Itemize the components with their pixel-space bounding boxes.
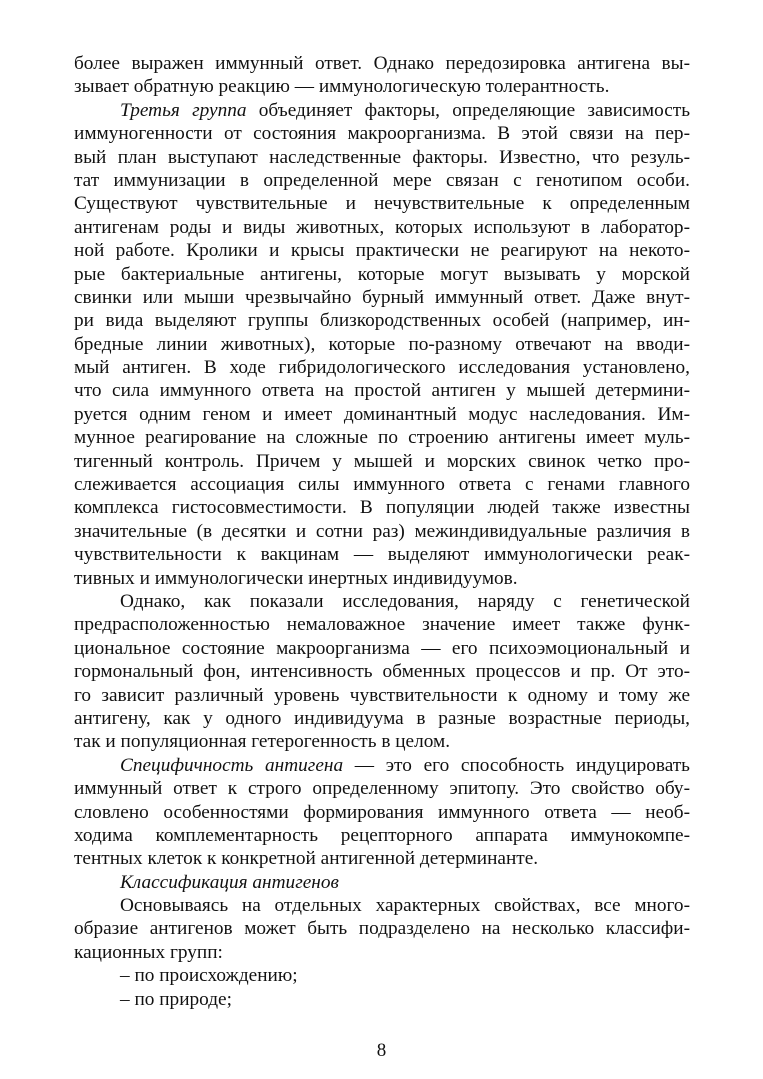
text-line bbox=[74, 894, 690, 917]
line-text: – по происхождению; bbox=[120, 965, 298, 987]
line-text: тат иммунизации в определенной мере связан с генотипом особи. bbox=[74, 169, 690, 191]
line-text: чувствительности к вакцинам — выделяют иммунологически реак- bbox=[74, 544, 690, 566]
line-text: Основываясь на отдельных характерных свойствах, все много- bbox=[120, 895, 690, 917]
line-text: Однако, как показали исследования, наряду с генетической bbox=[120, 590, 690, 612]
line-text: антигенам роды и виды животных, которых используют в лаборатор- bbox=[74, 216, 690, 238]
line-text: иммуногенности от состояния макроорганизма. В этой связи на пер- bbox=[74, 123, 690, 145]
line-text: ходима комплементарность рецепторного аппарата иммунокомпе- bbox=[74, 824, 690, 846]
line-text: руется одним геном и имеет доминантный модус наследования. Им- bbox=[74, 403, 690, 425]
text-line bbox=[74, 941, 690, 964]
line-text: слеживается ассоциация силы иммунного ответа с генами главного bbox=[74, 474, 690, 496]
text-line bbox=[74, 520, 690, 543]
text-line bbox=[74, 964, 690, 987]
text-line bbox=[74, 754, 690, 777]
line-text: более выражен иммунный ответ. Однако передозировка антигена вы- bbox=[74, 53, 690, 74]
line-text: ри вида выделяют группы близкородственных особей (например, ин- bbox=[74, 310, 690, 332]
text-line bbox=[74, 496, 690, 519]
line-text: комплекса гистосовместимости. В популяции людей также известны bbox=[74, 497, 690, 519]
text-line bbox=[74, 801, 690, 824]
text-line bbox=[74, 988, 690, 1011]
line-text: так и популяционная гетерогенность в целом. bbox=[74, 731, 451, 753]
text-line bbox=[74, 286, 690, 309]
italic-term: Специфичность антигена bbox=[120, 754, 344, 776]
line-text: словлено особенностями формирования иммунного ответа — необ- bbox=[74, 801, 690, 823]
text-line bbox=[74, 917, 690, 940]
text-line bbox=[74, 660, 690, 683]
text-line bbox=[74, 379, 690, 402]
text-line bbox=[74, 122, 690, 145]
line-text: гормональный фон, интенсивность обменных процессов и пр. От это- bbox=[74, 661, 690, 683]
line-text: мунное реагирование на сложные по строению антигены имеет муль- bbox=[74, 427, 690, 449]
line-text: циональное состояние макроорганизма — его психоэмоциональный и bbox=[74, 637, 690, 659]
line-text: предрасположенностью немаловажное значение имеет также функ- bbox=[74, 614, 690, 636]
text-line bbox=[74, 403, 690, 426]
text-line bbox=[74, 263, 690, 286]
line-text: значительные (в десятки и сотни раз) межиндивидуальные различия в bbox=[74, 520, 690, 542]
page-number: 8 bbox=[376, 1040, 387, 1061]
text-line bbox=[74, 473, 690, 496]
line-text: кационных групп: bbox=[74, 941, 223, 963]
text-line bbox=[74, 75, 690, 98]
line-text: тентных клеток к конкретной антигенной детерминанте. bbox=[74, 848, 539, 870]
line-text: вый план выступают наследственные факторы. Известно, что резуль- bbox=[74, 146, 690, 168]
line-text: — это его способность индуцировать bbox=[343, 754, 690, 776]
line-text: свинки или мыши чрезвычайно бурный иммунный ответ. Даже внут- bbox=[74, 286, 690, 308]
text-line bbox=[74, 169, 690, 192]
page-body bbox=[74, 52, 690, 1011]
text-line bbox=[74, 450, 690, 473]
text-line bbox=[74, 333, 690, 356]
line-text: антигену, как у одного индивидуума в разные возрастные периоды, bbox=[74, 707, 690, 729]
text-line bbox=[74, 871, 690, 894]
text-line bbox=[74, 567, 690, 590]
text-line bbox=[74, 637, 690, 660]
text-line bbox=[74, 356, 690, 379]
line-text: объединяет факторы, определяющие зависимость bbox=[246, 99, 690, 121]
line-text: го зависит различный уровень чувствительности к одному и тому же bbox=[74, 684, 690, 706]
text-line bbox=[74, 99, 690, 122]
line-text: что сила иммунного ответа на простой антиген у мышей детермини- bbox=[74, 380, 690, 402]
text-line bbox=[74, 192, 690, 215]
line-text: бредные линии животных), которые по-разному отвечают на вводи- bbox=[74, 333, 690, 355]
text-line bbox=[74, 146, 690, 169]
line-text: тигенный контроль. Причем у мышей и морских свинок четко про- bbox=[74, 450, 690, 472]
text-line bbox=[74, 543, 690, 566]
text-line bbox=[74, 847, 690, 870]
text-line bbox=[74, 590, 690, 613]
line-text: Существуют чувствительные и нечувствительные к определенным bbox=[74, 193, 690, 215]
line-text: мый антиген. В ходе гибридологического исследования установлено, bbox=[74, 357, 690, 379]
text-line bbox=[74, 824, 690, 847]
italic-term: Классификация антигенов bbox=[120, 871, 339, 893]
text-line bbox=[74, 777, 690, 800]
line-text: зывает обратную реакцию — иммунологическую толерантность. bbox=[74, 76, 610, 98]
text-line bbox=[74, 613, 690, 636]
italic-term: Третья группа bbox=[120, 99, 247, 121]
line-text: тивных и иммунологически инертных индивидуумов. bbox=[74, 567, 518, 589]
text-line bbox=[74, 707, 690, 730]
line-text: образие антигенов может быть подразделено на несколько классифи- bbox=[74, 918, 690, 940]
line-text: иммунный ответ к строго определенному эпитопу. Это свойство обу- bbox=[74, 778, 690, 800]
text-line bbox=[74, 730, 690, 753]
text-line bbox=[74, 309, 690, 332]
text-line bbox=[74, 684, 690, 707]
text-line bbox=[74, 426, 690, 449]
line-text: ной работе. Кролики и крысы практически не реагируют на некото- bbox=[74, 240, 690, 262]
line-text: рые бактериальные антигены, которые могут вызывать у морской bbox=[74, 263, 690, 285]
text-line bbox=[74, 52, 690, 75]
text-line bbox=[74, 239, 690, 262]
line-text: – по природе; bbox=[120, 988, 232, 1010]
text-line bbox=[74, 216, 690, 239]
